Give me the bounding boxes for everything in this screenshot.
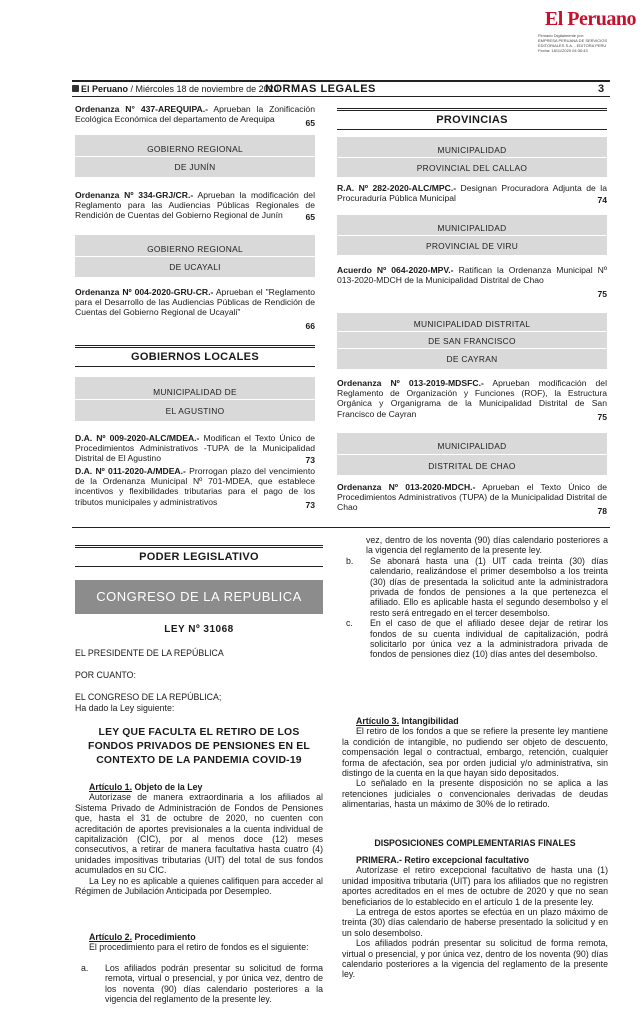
summary-entry[interactable]: R.A. Nº 282-2020-ALC/MPC.- Designan Procuradora Adjunta de la Procuraduría Pública Municipal 74 [337, 183, 607, 205]
paragraph: El retiro de los fondos a que se refiere la presente ley mantiene la condición de intangible, no pudiendo ser objeto de descuento, compensación legal o contractual, embargo, retención, cualquier forma de afectación, sea por orden judicial y/o administrativa, sin distingo de la cuenta en la que hayan sido depositados. [342, 726, 608, 779]
header-publication: El Peruano / Miércoles 18 de noviembre de 2020 [72, 84, 279, 94]
summary-entry[interactable]: D.A. Nº 009-2020-ALC/MDEA.- Modifican el Texto Único de Procedimientos Administrativos -TUPA de la Municipalidad Distrital de El Agustino 73 [75, 433, 315, 465]
summary-entry[interactable]: Ordenanza Nº 013-2020-MDCH.- Aprueban el Texto Único de Procedimientos Administrativos (TUPA) de la Municipalidad Distrital de Chao 78 [337, 482, 607, 516]
summary-entry[interactable]: D.A. Nº 011-2020-A/MDEA.- Prorrogan plazo del vencimiento de la Ordenanza Municipal Nº 701-MDEA, que establece incentivos y flexibilidades tributarias para el pago de los tributos municipales y administrativos 73 [75, 466, 315, 510]
section-box-junin: GOBIERNO REGIONAL DE JUNÍN [75, 135, 315, 177]
header-rule [72, 80, 610, 82]
president-line: EL PRESIDENTE DE LA REPÚBLICA [75, 648, 224, 658]
page-ref: 65 [305, 211, 315, 222]
section-box-callao: MUNICIPALIDAD PROVINCIAL DEL CALLAO [337, 137, 607, 177]
section-box-san-francisco: MUNICIPALIDAD DISTRITAL DE SAN FRANCISCO DE CAYRAN [337, 313, 607, 369]
paragraph: Autorízase el retiro excepcional facultativo de hasta una (1) unidad impositiva tributaria (UIT) para los afiliados que no registren aportes acreditados en el mes de octubre de 2020 y que no sean beneficiarios de lo establecido en el artículo 1 de la presente ley. [342, 865, 608, 907]
section-box-ucayali: GOBIERNO REGIONAL DE UCAYALI [75, 235, 315, 277]
paragraph: El procedimiento para el retiro de fondos es el siguiente: [89, 942, 309, 953]
section-header-gobiernos-locales: GOBIERNOS LOCALES [75, 345, 315, 367]
paragraph: Autorízase de manera extraordinaria a los afiliados al Sistema Privado de Administración de Fondos de Pensiones que, hasta el 31 de octubre de 2020, no cuenten con acreditación de aportes previsionales a la cuenta individual de capitalización (CIC), por al menos doce (12) meses consecutivos, a retirar de manera facultativa hasta cuatro (4) unidades impositivas tributarias (UIT) del total de sus fondos acumulados en su CIC. [75, 792, 323, 876]
list-item: c. En el caso de que el afiliado desee dejar de retirar los fondos de su cuenta individual de capitalización, podrá solicitarlo por única vez a la administradora privada de fondos de pensiones diez (10) días antes del desembolso. [346, 618, 608, 660]
digital-signature [538, 33, 638, 53]
section-box-el-agustino: MUNICIPALIDAD DE EL AGUSTINO [75, 377, 315, 421]
el-peruano-logo: El Peruano [544, 8, 636, 30]
article-3: Artículo 3. Intangibilidad El retiro de los fondos a que se refiere la presente ley mantiene la condición de intangible, no pudiendo ser objeto de descuento, compensación legal o contractual, embargo, retención, cualquier forma de afectación, sea por orden judicial y/o administrativa, sin distingo de la cuenta en la que hayan sido depositados. Lo señalado en la presente disposición no se aplica a las retenciones judiciales o convencionales derivadas de deudas alimentarias, hasta un máximo de 30% de lo retirado. [342, 716, 608, 810]
paragraph: La Ley no es aplicable a quienes califiquen para acceder al Régimen de Jubilación Anticipada por Desempleo. [75, 875, 323, 897]
page-ref: 66 [305, 320, 315, 331]
article-2: Artículo 2. Procedimiento El procedimiento para el retiro de fondos es el siguiente: a. Los afiliados podrán presentar su solicitud de forma remota, virtual o presencial, y por única vez, dentro de los noventa (90) días calendario posteriores a la vigencia del reglamento de la presente ley. [75, 932, 323, 984]
page-ref: 75 [597, 411, 607, 422]
header-section-title: NORMAS LEGALES [265, 83, 376, 95]
list-item: a. Los afiliados podrán presentar su solicitud de forma remota, virtual o presencial, y por única vez, dentro de los noventa (90) días calendario posteriores a la vigencia del reglamento de la presente ley. [81, 962, 323, 1005]
paragraph: Los afiliados podrán presentar su solicitud de forma remota, virtual o presencial, y por única vez, dentro de los noventa (90) días calendario posteriores a la vigencia del reglamento de la presente ley. [342, 938, 608, 980]
divider [72, 527, 610, 528]
signature-line: EDITORIALES S.A. - EDITORA PERU [538, 43, 607, 48]
header-page-number: 3 [598, 83, 605, 95]
signature-line: Fecha: 18/11/2020 04:30:43 [538, 48, 588, 53]
page-ref: 75 [597, 288, 607, 299]
summary-entry[interactable]: Ordenanza Nº 334-GRJ/CR.- Aprueban la modificación del Reglamento para las Audiencias Públicas Regionales de Rendición de Cuentas del Gobierno Regional de Junín 65 [75, 190, 315, 222]
law-title: LEY QUE FACULTA EL RETIRO DE LOS FONDOS PRIVADOS DE PENSIONES EN EL CONTEXTO DE LA PANDEMIA COVID-19 [88, 727, 310, 766]
list-item: b. Se abonará hasta una (1) UIT cada treinta (30) días calendario, realizándose el primer desembolso a los treinta (30) días de presentada la solicitud ante la administradora privada de fondos de pensiones a la que pertenezca el afiliado. Ello es aplicable hasta el segundo desembolso y el resto será entregado en el tercer desembolso. [346, 555, 608, 618]
disposition-primera: PRIMERA.- Retiro excepcional facultativo Autorízase el retiro excepcional facultativo de hasta una (1) unidad impositiva tributaria (UIT) para los afiliados que no registren aportes acreditados en el mes de octubre de 2020 y que no sean beneficiarios de lo establecido en el artículo 1 de la presente ley. La entrega de estos aportes se efectúa en un plazo máximo de treinta (30) días calendario de haberse presentado la solicitud y en un solo desembolso. Los afiliados podrán presentar su solicitud de forma remota, virtual o presencial, y por única vez, dentro de los noventa (90) días calendario posteriores a la vigencia del reglamento de la presente ley. [342, 855, 608, 980]
signature-line: Firmado Digitalmente por: [538, 33, 585, 38]
header-rule-bottom [72, 96, 610, 97]
page-ref: 74 [597, 194, 607, 205]
article-2-continued [342, 535, 608, 660]
section-header-poder-legislativo: PODER LEGISLATIVO [75, 545, 323, 567]
article-1: Artículo 1. Objeto de la Ley Autorízase de manera extraordinaria a los afiliados al Sistema Privado de Administración de Fondos de Pensiones que, hasta el 31 de octubre de 2020, no cuenten con acreditación de aportes previsionales a la cuenta individual de capitalización (CIC), por al menos doce (12) meses consecutivos, a retirar de manera facultativa hasta cuatro (4) unidades impositivas tributarias (UIT) del total de sus fondos acumulados en su CIC. La Ley no es aplicable a quienes califiquen para acceder al Régimen de Jubilación Anticipada por Desempleo. [75, 782, 323, 897]
paragraph: La entrega de estos aportes se efectúa en un plazo máximo de treinta (30) días calendario de haberse presentado la solicitud y en un solo desembolso. [342, 907, 608, 938]
list-item-continued: vez, dentro de los noventa (90) días calendario posteriores a la vigencia del reglamento de la presente ley. [366, 535, 608, 556]
signature-line: EMPRESA PERUANA DE SERVICIOS [538, 38, 608, 43]
congreso-line: EL CONGRESO DE LA REPÚBLICA; [75, 692, 222, 702]
summary-entry[interactable]: Ordenanza N° 437-AREQUIPA.- Aprueban la Zonificación Ecológica Económica del departamento de Arequipa 65 [75, 104, 315, 128]
congreso-line: Ha dado la Ley siguiente: [75, 703, 175, 713]
page-ref: 73 [305, 454, 315, 465]
por-cuanto: POR CUANTO: [75, 670, 136, 680]
dispositions-title: DISPOSICIONES COMPLEMENTARIAS FINALES [374, 838, 576, 848]
page-ref: 73 [305, 499, 315, 510]
paragraph: Lo señalado en la presente disposición no se aplica a las retenciones judiciales o convencionales derivadas de deudas alimentarias, hasta un máximo de 30% de lo retirado. [342, 778, 608, 810]
summary-entry[interactable]: Ordenanza Nº 013-2019-MDSFC.- Aprueban modificación del Reglamento de Organización y Funciones (ROF), la Estructura Orgánica y Organigrama de la Municipalidad Distrital de San Francisco de Cayran 75 [337, 378, 607, 422]
page-ref: 78 [597, 505, 607, 516]
page-ref: 65 [305, 117, 315, 128]
section-box-viru: MUNICIPALIDAD PROVINCIAL DE VIRU [337, 215, 607, 255]
congress-banner: CONGRESO DE LA REPUBLICA [75, 580, 323, 614]
summary-entry[interactable]: Acuerdo Nº 064-2020-MPV.- Ratifican la Ordenanza Municipal Nº 013-2020-MDCH de la Municipalidad Distrital de Chao 75 [337, 265, 607, 299]
section-header-provincias: PROVINCIAS [337, 108, 607, 130]
summary-entry[interactable]: Ordenanza Nº 004-2020-GRU-CR.- Aprueban el "Reglamento para el Desarrollo de las Audiencias Públicas de Rendición de Cuentas del Gobierno Regional de Ucayali" 66 [75, 287, 315, 331]
law-number: LEY Nº 31068 [164, 624, 234, 635]
section-box-chao: MUNICIPALIDAD DISTRITAL DE CHAO [337, 433, 607, 475]
header-icon [72, 85, 79, 92]
